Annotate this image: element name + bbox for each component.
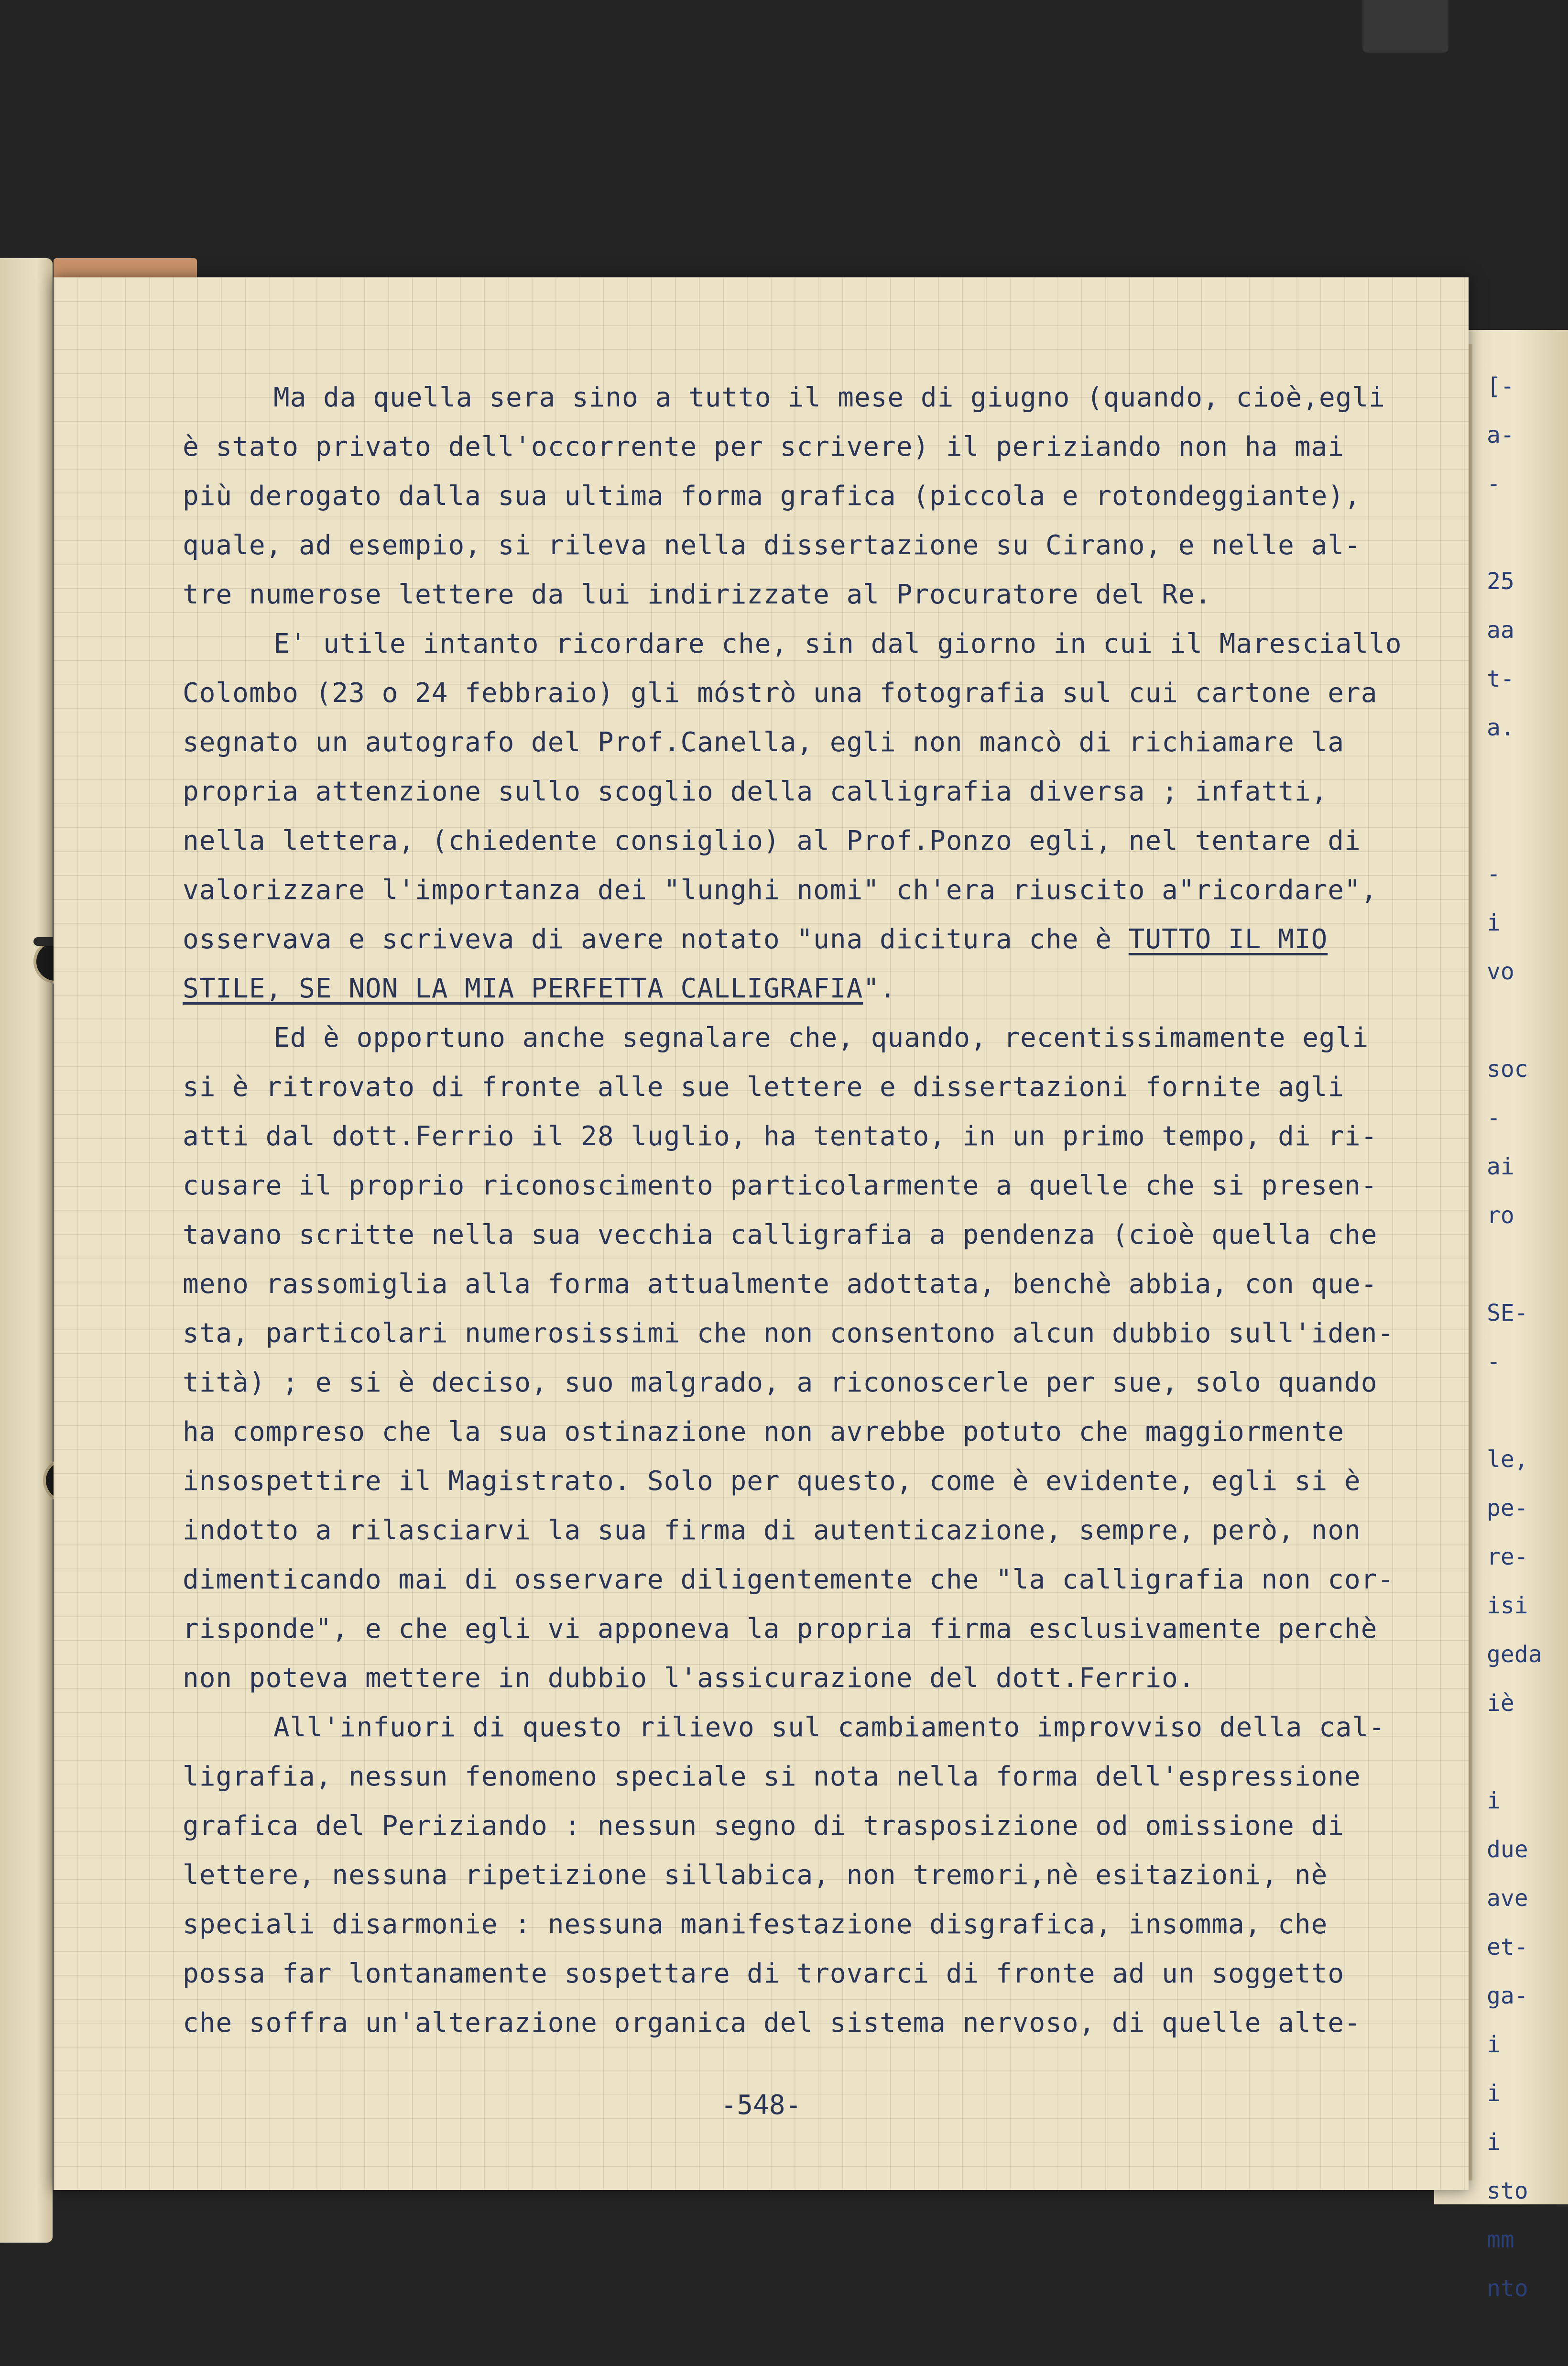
underlying-text-fragment: due: [1487, 1836, 1528, 1863]
underlying-text-fragment: mm: [1487, 2226, 1514, 2253]
underlying-text-fragment: sto: [1487, 2178, 1528, 2204]
underlying-text-fragment: -: [1487, 1105, 1501, 1131]
underlying-page-text: [1477, 373, 1568, 2302]
text-line: nella lettera, (chiedente consiglio) al Prof.Ponzo egli, nel tentare di: [183, 825, 1361, 856]
text-line: grafica del Periziando : nessun segno di trasposizione od omissione di: [183, 1810, 1345, 1841]
text-line: tavano scritte nella sua vecchia calligrafia a pendenza (cioè quella che: [183, 1219, 1378, 1250]
underlying-text-fragment: [1477, 519, 1568, 568]
underlying-text-fragment: aa: [1487, 617, 1514, 644]
underlying-text-fragment: [1477, 812, 1568, 861]
underlying-text-fragment: re-: [1487, 1544, 1528, 1570]
text-line-end: ".: [863, 973, 896, 1004]
binding-tape: [1362, 0, 1448, 53]
underlined-phrase: STILE, SE NON LA MIA PERFETTA CALLIGRAFIA: [183, 973, 863, 1004]
underlying-text-fragment: [1477, 1739, 1568, 1787]
underlying-text-fragment: [1477, 1007, 1568, 1056]
text-line: sta, particolari numerosissimi che non consentono alcun dubbio sull'iden-: [183, 1318, 1394, 1349]
text-line: insospettire il Magistrato. Solo per questo, come è evidente, egli si è: [183, 1466, 1361, 1497]
underlined-phrase: TUTTO IL MIO: [1128, 924, 1328, 955]
text-line: [183, 964, 1445, 1013]
text-line: lettere, nessuna ripetizione sillabica, non tremori,nè esitazioni, nè: [183, 1860, 1328, 1891]
text-line: tre numerose lettere da lui indirizzate al Procuratore del Re.: [183, 579, 1212, 610]
text-line: ligrafia, nessun fenomeno speciale si nota nella forma dell'espressione: [183, 1761, 1361, 1792]
underlying-text-fragment: iè: [1487, 1690, 1514, 1717]
underlying-text-fragment: SE-: [1487, 1300, 1528, 1326]
underlying-text-fragment: isi: [1487, 1592, 1528, 1619]
underlying-text-fragment: [1477, 1251, 1568, 1300]
text-line: si è ritrovato di fronte alle sue lettere e dissertazioni fornite agli: [183, 1072, 1345, 1103]
text-line: propria attenzione sullo scoglio della calligrafia diversa ; infatti,: [183, 776, 1328, 807]
text-line: [183, 915, 1445, 964]
underlying-text-fragment: ga-: [1487, 1983, 1528, 2009]
underlying-text-fragment: ai: [1487, 1153, 1514, 1180]
underlying-text-fragment: [-: [1487, 373, 1514, 400]
paragraph-2: [183, 619, 1445, 1013]
paragraph-3: [183, 1013, 1445, 1703]
body-text: [183, 373, 1445, 2048]
text-line: valorizzare l'importanza dei "lunghi nomi" ch'era riuscito a"ricordare",: [183, 875, 1378, 906]
text-line: Ma da quella sera sino a tutto il mese di giugno (quando, cioè,egli: [273, 382, 1385, 413]
underlying-text-fragment: a.: [1487, 714, 1514, 741]
underlying-text-fragment: 25: [1487, 568, 1514, 595]
underlying-text-fragment: i: [1487, 2129, 1501, 2156]
underlying-text-fragment: -: [1487, 1348, 1501, 1375]
underlying-text-fragment: vo: [1487, 958, 1514, 985]
left-binding-page: [0, 258, 53, 2243]
document-page: [54, 277, 1469, 2190]
underlying-text-fragment: ro: [1487, 1202, 1514, 1229]
underlying-text-fragment: i: [1487, 909, 1501, 936]
underlying-text-fragment: pe-: [1487, 1495, 1528, 1522]
underlying-text-fragment: i: [1487, 1787, 1501, 1814]
text-line: più derogato dalla sua ultima forma grafica (piccola e rotondeggiante),: [183, 481, 1361, 512]
paragraph-1: [183, 373, 1445, 619]
underlying-text-fragment: geda: [1487, 1641, 1542, 1668]
underlying-text-fragment: ave: [1487, 1885, 1528, 1912]
text-line: quale, ad esempio, si rileva nella dissertazione su Cirano, e nelle al-: [183, 530, 1361, 561]
underlying-text-fragment: [1477, 1397, 1568, 1446]
text-line: Colombo (23 o 24 febbraio) gli móstrò una fotografia sul cui cartone era: [183, 678, 1378, 709]
underlying-text-fragment: -: [1487, 471, 1501, 497]
text-line: ha compreso che la sua ostinazione non avrebbe potuto che maggiormente: [183, 1416, 1345, 1447]
text-line: Ed è opportuno anche segnalare che, quando, recentissimamente egli: [273, 1022, 1369, 1053]
text-line: dimenticando mai di osservare diligentemente che "la calligrafia non cor-: [183, 1564, 1394, 1595]
text-line-start: osservava e scriveva di avere notato "una dicitura che è: [183, 924, 1129, 955]
text-line: segnato un autografo del Prof.Canella, egli non mancò di richiamare la: [183, 727, 1345, 758]
text-line: che soffra un'alterazione organica del sistema nervoso, di quelle alte-: [183, 2007, 1361, 2038]
underlying-text-fragment: le,: [1487, 1446, 1528, 1473]
text-line: atti dal dott.Ferrio il 28 luglio, ha tentato, in un primo tempo, di ri-: [183, 1121, 1378, 1152]
text-line: tità) ; e si è deciso, suo malgrado, a riconoscerle per sue, solo quando: [183, 1367, 1378, 1398]
text-line: E' utile intanto ricordare che, sin dal giorno in cui il Maresciallo: [273, 628, 1402, 659]
text-line: cusare il proprio riconoscimento particolarmente a quelle che si presen-: [183, 1170, 1378, 1201]
underlying-text-fragment: nto: [1487, 2275, 1528, 2302]
text-line: indotto a rilasciarvi la sua firma di autenticazione, sempre, però, non: [183, 1515, 1361, 1546]
underlying-text-fragment: et-: [1487, 1934, 1528, 1961]
underlying-text-fragment: t-: [1487, 666, 1514, 692]
text-line: All'infuori di questo rilievo sul cambiamento improvviso della cal-: [273, 1712, 1385, 1743]
underlying-text-fragment: -: [1487, 861, 1501, 887]
paragraph-4: [183, 1703, 1445, 2048]
text-line: è stato privato dell'occorrente per scrivere) il periziando non ha mai: [183, 431, 1345, 462]
underlying-text-fragment: soc: [1487, 1056, 1528, 1083]
text-line: possa far lontanamente sospettare di trovarci di fronte ad un soggetto: [183, 1958, 1345, 1989]
page-number: -548-: [720, 2090, 802, 2121]
underlying-text-fragment: a-: [1487, 422, 1514, 449]
text-line: non poteva mettere in dubbio l'assicurazione del dott.Ferrio.: [183, 1663, 1195, 1694]
text-line: speciali disarmonie : nessuna manifestazione disgrafica, insomma, che: [183, 1909, 1328, 1940]
text-line: meno rassomiglia alla forma attualmente adottata, benchè abbia, con que-: [183, 1269, 1378, 1300]
underlying-text-fragment: i: [1487, 2080, 1501, 2107]
text-line: risponde", e che egli vi apponeva la propria firma esclusivamente perchè: [183, 1613, 1378, 1644]
underlying-text-fragment: i: [1487, 2031, 1501, 2058]
underlying-text-fragment: [1477, 763, 1568, 812]
